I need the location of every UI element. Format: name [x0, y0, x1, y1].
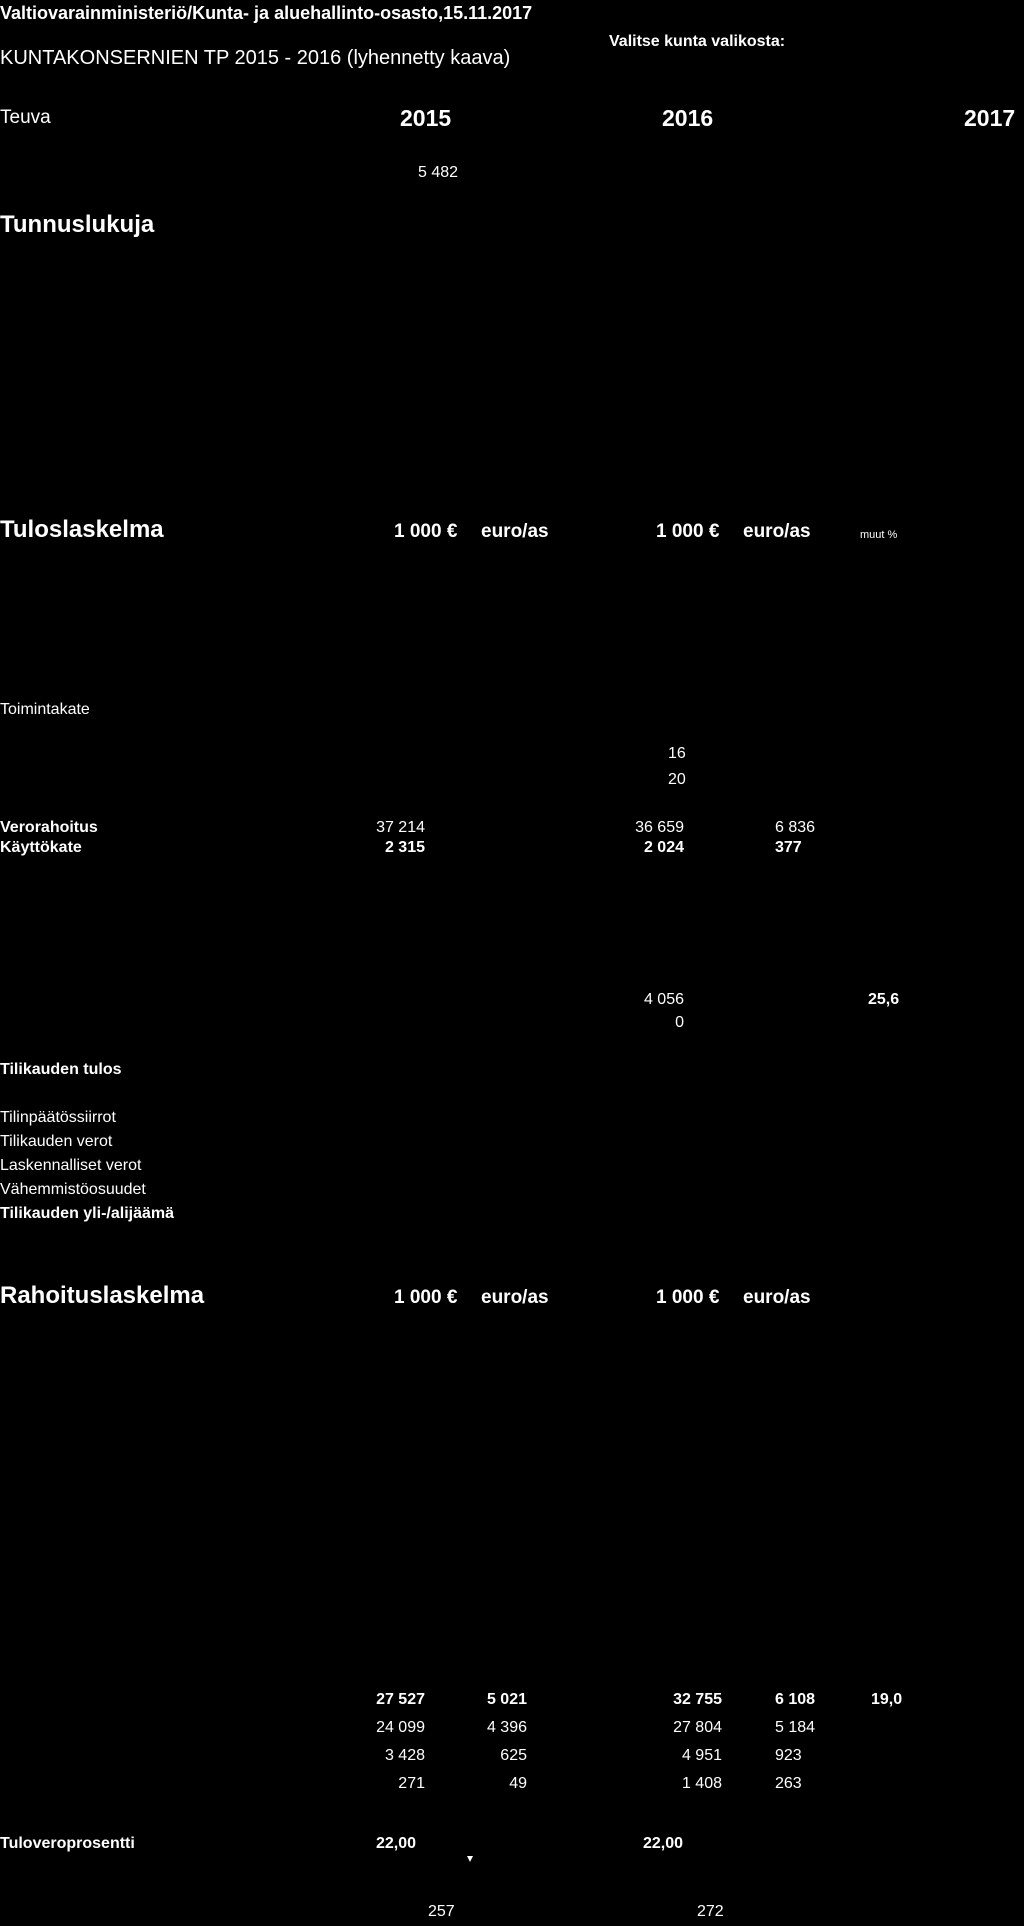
- year-2016: 2016: [662, 105, 714, 131]
- col-per-capita-2015: euro/as: [481, 521, 549, 542]
- operating-result-2015: 2 315: [384, 839, 425, 856]
- year-2015: 2015: [400, 105, 452, 131]
- section-cash-flow: Rahoituslaskelma: [0, 1282, 205, 1309]
- cf-row1-2015: 27 527: [376, 1691, 425, 1708]
- value-16: 16: [668, 745, 686, 762]
- cf-row2-2016: 27 804: [673, 1719, 722, 1736]
- col-change-pct: muut %: [860, 529, 898, 541]
- row-surplus-deficit: Tilikauden yli-/alijäämä: [0, 1205, 174, 1222]
- row-period-taxes: Tilikauden verot: [0, 1133, 113, 1150]
- tax-financing-2016: 36 659: [635, 819, 684, 836]
- cf-row3-2015: 3 428: [384, 1747, 425, 1764]
- select-prompt: Valitse kunta valikosta:: [609, 33, 786, 50]
- value-25-6: 25,6: [868, 991, 900, 1008]
- cf-row4-2016-per-capita: 263: [775, 1775, 802, 1792]
- operating-result-2016-per-capita: 377: [775, 839, 802, 856]
- municipality-name[interactable]: Teuva: [0, 107, 51, 128]
- cf-col-per-capita-2016: euro/as: [743, 1287, 811, 1308]
- cf-row2-2015: 24 099: [376, 1719, 425, 1736]
- cf-row4-2015: 271: [398, 1775, 425, 1792]
- value-0: 0: [675, 1014, 684, 1031]
- cf-col-thousand-eur-2016: 1 000 €: [656, 1287, 720, 1308]
- population-2015: 5 482: [418, 164, 459, 181]
- row-operating-margin: Toimintakate: [0, 701, 90, 718]
- row-operating-result: Käyttökate: [0, 839, 82, 856]
- cf-col-per-capita-2015: euro/as: [481, 1287, 549, 1308]
- dropdown-marker-icon: [467, 1856, 473, 1862]
- cf-row1-2016-per-capita: 6 108: [775, 1691, 816, 1708]
- row-appropriations: Tilinpäätössiirrot: [0, 1109, 116, 1126]
- cf-row1-2016: 32 755: [673, 1691, 722, 1708]
- section-income-statement: Tuloslaskelma: [0, 516, 164, 543]
- cf-row1-2015-per-capita: 5 021: [486, 1691, 527, 1708]
- cf-row4-2016: 1 408: [681, 1775, 722, 1792]
- col-thousand-eur-2015: 1 000 €: [394, 521, 458, 542]
- row-period-result: Tilikauden tulos: [0, 1061, 122, 1078]
- income-tax-rate-2016: 22,00: [643, 1835, 684, 1852]
- value-20: 20: [668, 771, 686, 788]
- cf-row3-2015-per-capita: 625: [500, 1747, 527, 1764]
- source-line: Valtiovarainministeriö/Kunta- ja aluehallinto-osasto,15.11.2017: [0, 3, 533, 23]
- bottom-value-2015: 257: [428, 1903, 455, 1920]
- row-income-tax-rate: Tuloveroprosentti: [0, 1835, 135, 1852]
- cf-col-thousand-eur-2015: 1 000 €: [394, 1287, 458, 1308]
- cf-row1-change-pct: 19,0: [871, 1691, 903, 1708]
- report-title: KUNTAKONSERNIEN TP 2015 - 2016 (lyhennetty kaava): [0, 47, 511, 69]
- income-tax-rate-2015: 22,00: [376, 1835, 417, 1852]
- section-key-figures: Tunnuslukuja: [0, 211, 155, 238]
- operating-result-2016: 2 024: [643, 839, 684, 856]
- tax-financing-2016-per-capita: 6 836: [775, 819, 816, 836]
- col-per-capita-2016: euro/as: [743, 521, 811, 542]
- cf-row2-2016-per-capita: 5 184: [775, 1719, 816, 1736]
- row-deferred-taxes: Laskennalliset verot: [0, 1157, 142, 1174]
- row-minority-interests: Vähemmistöosuudet: [0, 1181, 146, 1198]
- cf-row3-2016-per-capita: 923: [775, 1747, 802, 1764]
- cf-row2-2015-per-capita: 4 396: [486, 1719, 527, 1736]
- bottom-value-2016: 272: [697, 1903, 724, 1920]
- cf-row4-2015-per-capita: 49: [509, 1775, 527, 1792]
- value-4056: 4 056: [643, 991, 684, 1008]
- col-thousand-eur-2016: 1 000 €: [656, 521, 720, 542]
- row-tax-financing: Verorahoitus: [0, 819, 98, 836]
- tax-financing-2015: 37 214: [376, 819, 425, 836]
- year-2017: 2017: [964, 105, 1016, 131]
- cf-row3-2016: 4 951: [681, 1747, 722, 1764]
